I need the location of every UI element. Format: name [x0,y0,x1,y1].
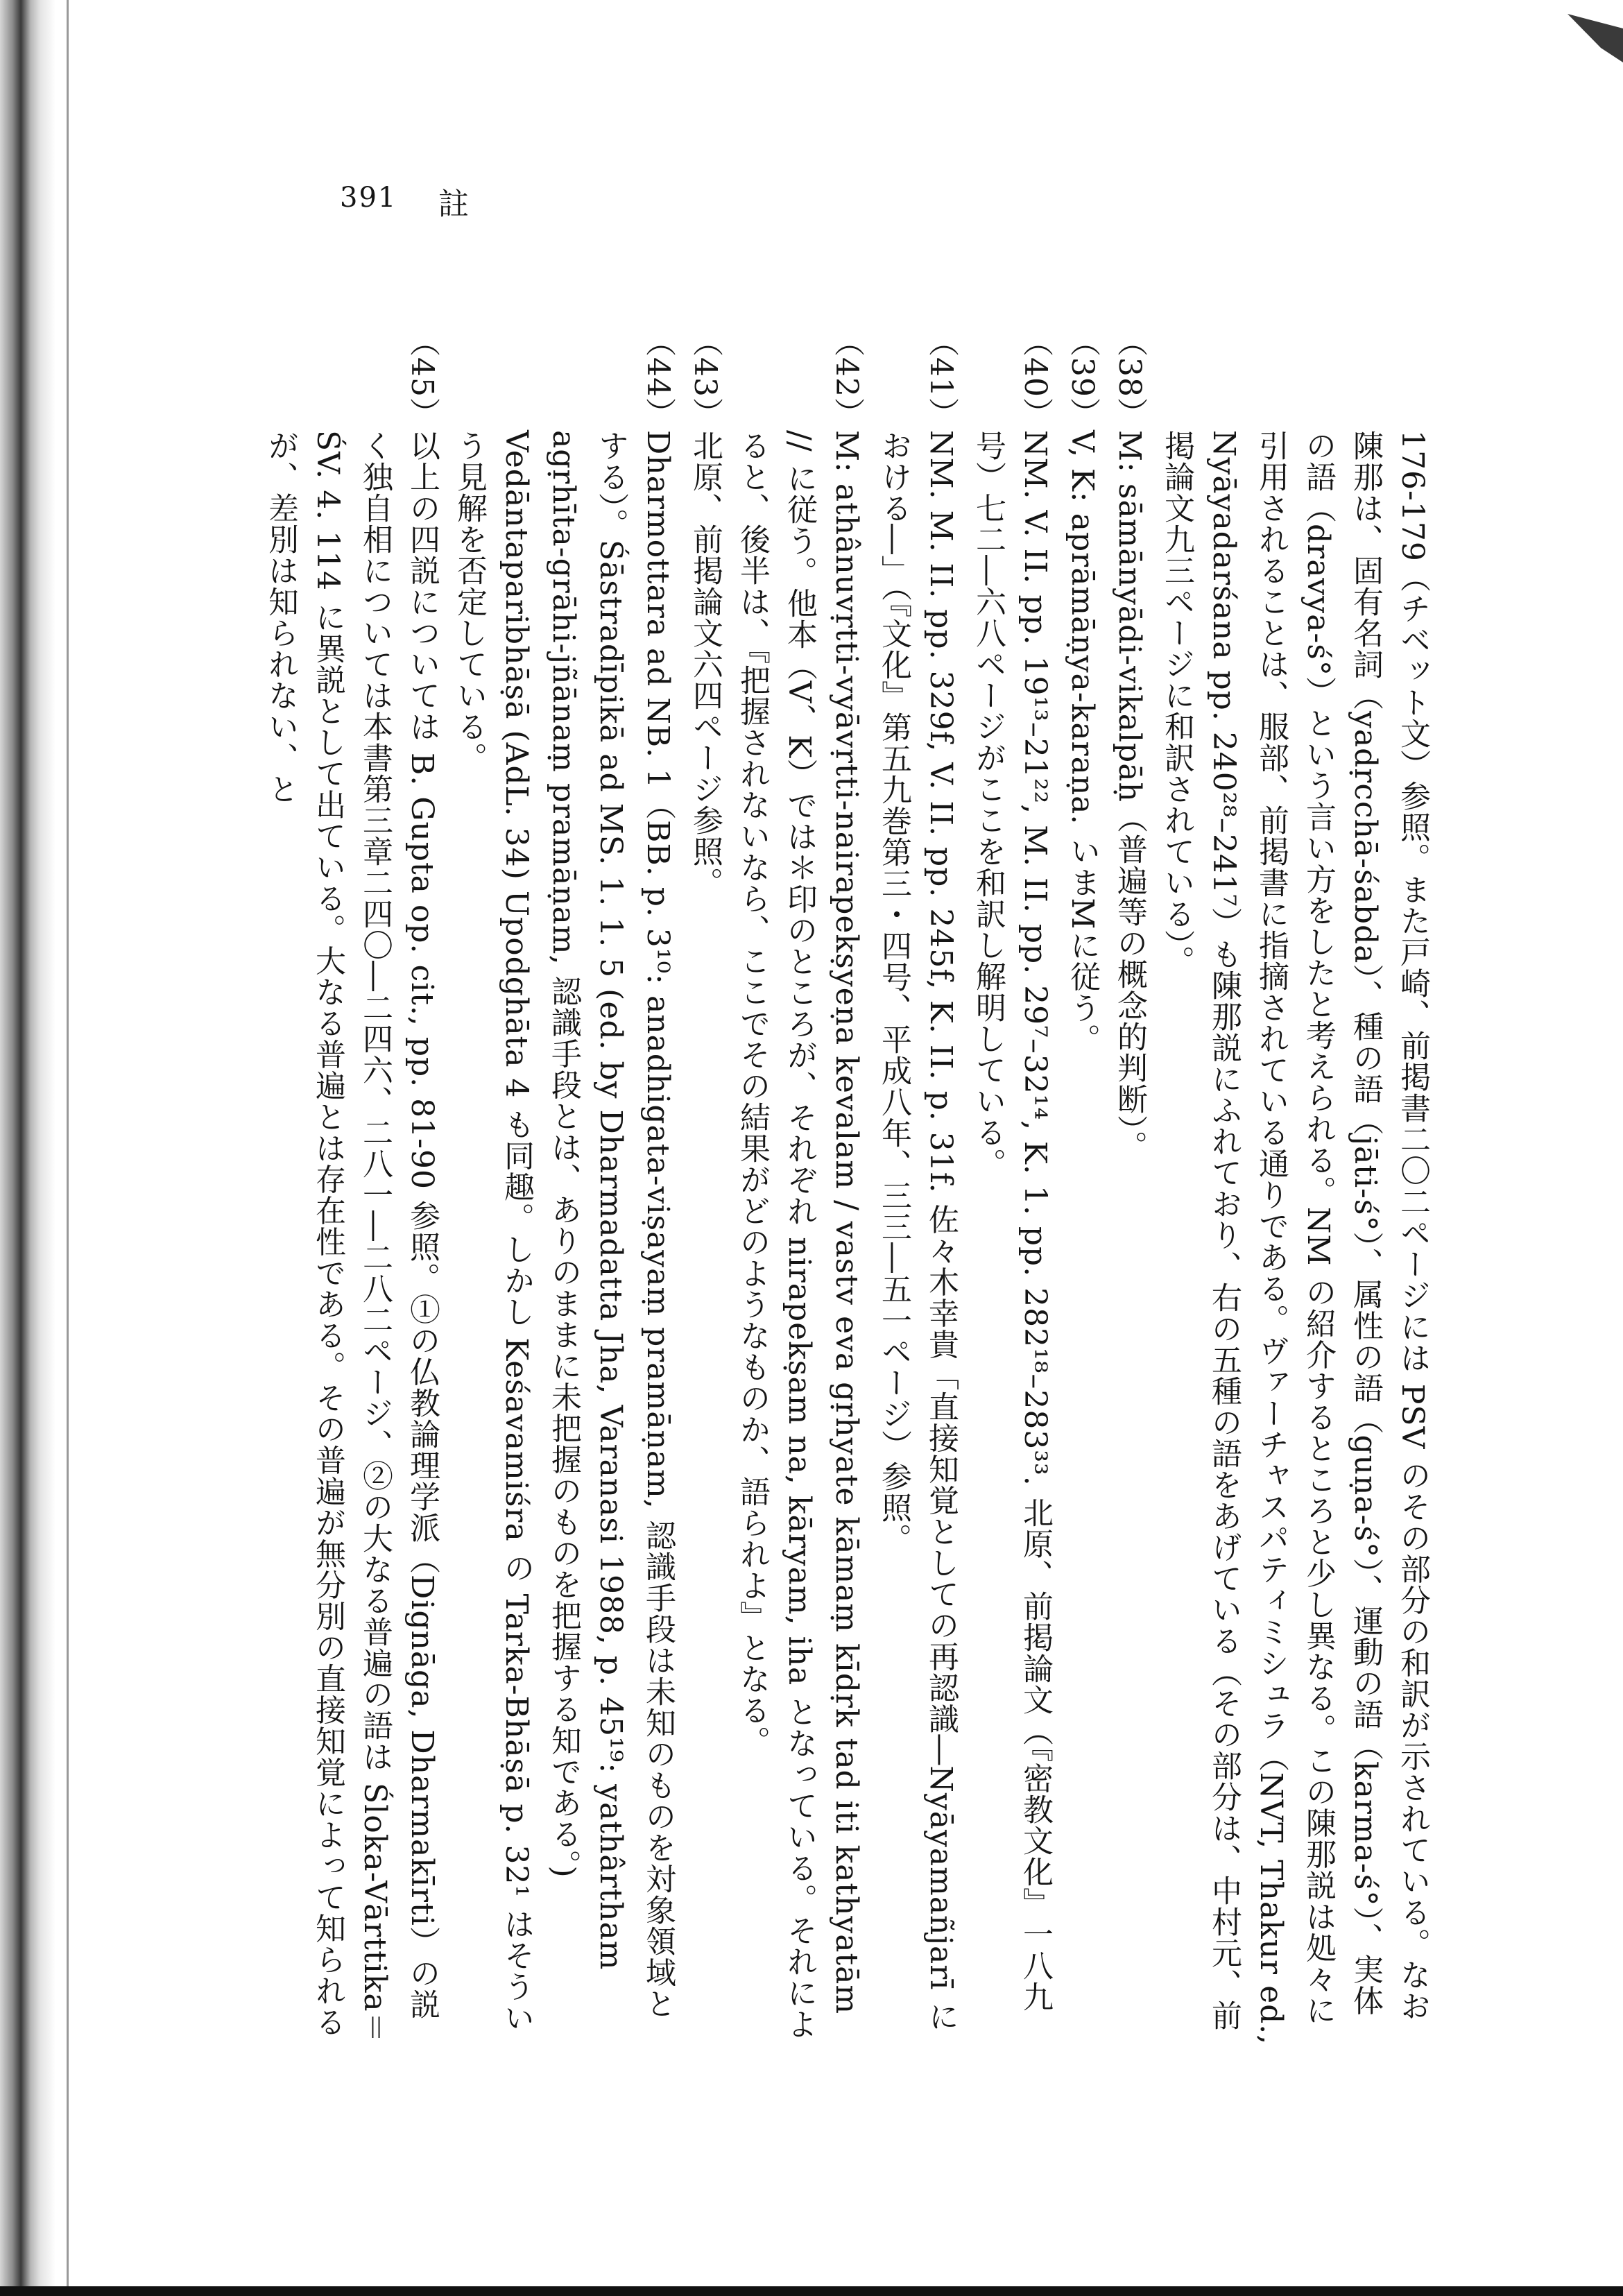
note-number: （43） [687,326,723,429]
running-head: 註 [438,187,469,222]
note-text: M: sāmānyādi-vikalpāḥ（普遍等の概念的判断）。 [1112,430,1147,1162]
book-binding-shadow [0,0,55,2296]
note-number: （40） [1017,326,1053,429]
note-text: V, K: aprāmāṇya-karaṇa. いまMに従う。 [1065,430,1100,1055]
note-42 [728,326,870,2046]
scan-bottom-edge [0,2286,1623,2296]
note-43 [681,326,728,2046]
note-44 [445,326,681,2046]
note-continuation [1153,326,1436,2046]
note-39 [1058,326,1106,2046]
note-text: 以上の四説については B. Gupta op. cit., pp. 81-90 参照。①の仏教論理学派（Dignāga, Dharmakīrti）の説く独自相については本書第三章二四〇―二四六、二八一―二八二ページ、②の大なる普遍の語は Śloka-Vārttika＝ŚV. 4. 114 に異説として出ている。大なる普遍とは存在性である。その普遍が無分別の直接知覚によって知られるが、差別は知られない、と [263,430,440,2044]
note-text: Dharmottara ad NB. 1（BB. p. 3¹⁰: anadhigata-viṣayaṃ pramāṇam, 認識手段は未知のものを対象領域とする）。Śāstradīpikā ad MS. 1. 1. 5 (ed. by Dharmadatta Jha, Varanasi 1988, p. 45¹⁹: yathârtham agṛhīta-grāhi-jñānaṃ pramāṇam, 認識手段とは、ありのままに未把握のものを把握する知である。) Vedāntaparibhāṣā (AdL. 34) Upodghāta 4 も同趣。しかし Keśavamiśra の Tarka-Bhāṣā p. 32¹ はそういう見解を否定している。 [452,430,676,2034]
scan-corner-mark [1568,14,1623,62]
note-number: （39） [1065,326,1100,429]
note-45 [257,326,445,2046]
note-38 [1106,326,1153,2046]
binding-edge-line [67,0,69,2296]
note-text: 北原、前掲論文六四ページ参照。 [687,430,723,898]
notes-body [257,326,1436,2046]
note-text: 176-179（チベット文）参照。また戸崎、前掲書二〇二ページには PSV のその部分の和訳が示されている。なお陳那は、固有名詞（yadṛcchā-śabda）、種の語（jāti-ś°）、属性の語（guṇa-ś°）、運動の語（karma-ś°）、実体の語（dravya-ś°）という言い方をしたと考えられる。NM の紹介するところと少し異なる。この陳那説は処々に引用されることは、服部、前掲書に指摘されている通りである。ヴァーチャスパティミシュラ（NVT, Thakur ed., Nyāyadarśana pp. 240²⁸–241⁷）も陳那説にふれており、右の五種の語をあげている（その部分は、中村元、前掲論文九三ページに和訳されている）。 [1159,430,1430,2046]
note-number: （44） [640,326,676,429]
note-number: （42） [829,326,864,429]
note-number: （41） [923,326,959,429]
page-number: 391 [340,182,397,214]
note-40 [964,326,1058,2046]
note-text: M: athânuvṛtti-vyāvṛtti-nairapekṣyeṇa kevalam / vastv eva gṛhyate kāmaṃ kīdṛk tad iti kathyatām // に従う。他本（V、K）では＊印のところが、それぞれ nirapekṣam na, kāryam, iha となっている。それによると、後半は、『把握されないなら、ここでその結果がどのようなものか、語られよ』となる。 [735,430,864,2040]
note-text: NM. M. II. pp. 329f, V. II. pp. 245f, K. II. p. 31f. 佐々木幸貴「直接知覚としての再認識―Nyāyamañjarī における―」（『文化』第五九巻第三・四号、平成八年、三三―五一ページ）参照。 [876,430,959,2032]
note-number: （45） [404,326,440,429]
note-41 [870,326,964,2046]
note-text: NM. V. II. pp. 19¹³–21²², M. II. pp. 29⁷–32¹⁴, K. 1. pp. 282¹⁸–283³³. 北原、前掲論文（『密教文化』一八九号）七二―六八ページがここを和訳し解明している。 [970,430,1053,2012]
note-number: （38） [1112,326,1147,429]
